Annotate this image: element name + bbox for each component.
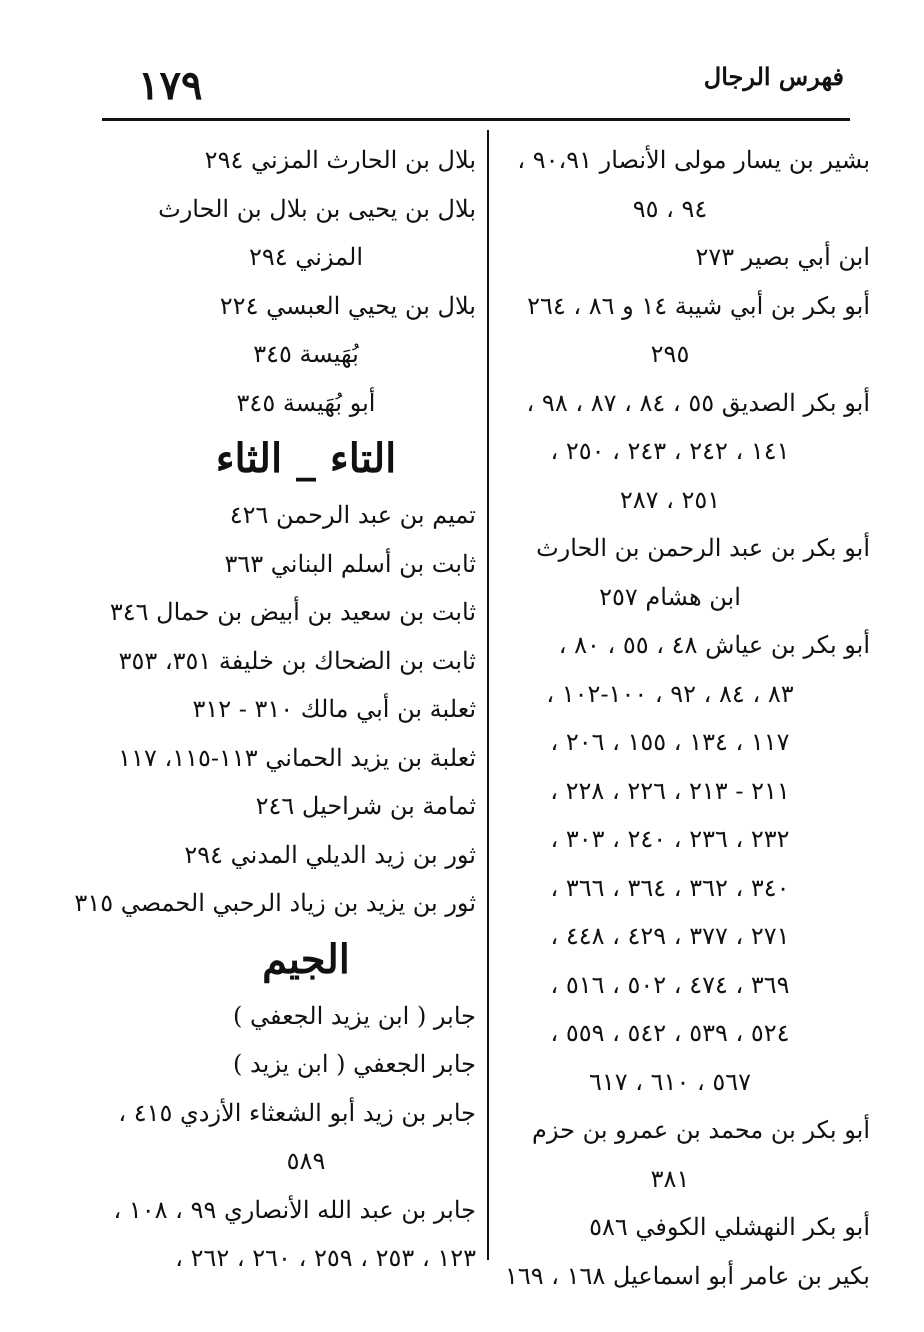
index-entry: بكير بن عامر أبو اسماعيل ١٦٨ ، ١٦٩ [504, 1261, 870, 1290]
index-entry: ٢٣٢ ، ٢٣٦ ، ٢٤٠ ، ٣٠٣ ، [550, 825, 790, 853]
page-number: ١٧٩ [138, 62, 203, 109]
index-entry: جابر الجعفي ( ابن يزيد ) [233, 1050, 476, 1078]
index-entry: ثعلبة بن أبي مالك ٣١٠ - ٣١٢ [192, 695, 476, 723]
index-entry: جابر بن عبد الله الأنصاري ٩٩ ، ١٠٨ ، [113, 1195, 476, 1224]
index-entry: ثابت بن الضحاك بن خليفة ٣٥١، ٣٥٣ [118, 646, 476, 675]
index-entry: جابر بن زيد أبو الشعثاء الأزدي ٤١٥ ، [118, 1098, 476, 1127]
index-entry: أبو بكر بن محمد بن عمرو بن حزم [532, 1116, 870, 1144]
index-entry: بُهَيسة ٣٤٥ [253, 340, 359, 368]
index-entry: ثمامة بن شراحيل ٢٤٦ [255, 792, 476, 820]
index-entry: ١٢٣ ، ٢٥٣ ، ٢٥٩ ، ٢٦٠ ، ٢٦٢ ، [175, 1244, 476, 1272]
index-entry: أبو بكر بن عياش ٤٨ ، ٥٥ ، ٨٠ ، [558, 631, 870, 659]
page-header-title: فهرس الرجال [703, 62, 844, 91]
index-entry: ٢٧١ ، ٣٧٧ ، ٤٢٩ ، ٤٤٨ ، [550, 922, 790, 950]
index-entry: ٥٨٩ [286, 1147, 326, 1175]
index-entry: بلال بن الحارث المزني ٢٩٤ [204, 146, 476, 174]
index-entry: ابن أبي بصير ٢٧٣ [695, 243, 870, 271]
section-heading: الجيم [262, 935, 350, 983]
index-entry: ١٤١ ، ٢٤٢ ، ٢٤٣ ، ٢٥٠ ، [550, 437, 790, 465]
index-entry: ثابت بن سعيد بن أبيض بن حمال ٣٤٦ [109, 598, 476, 626]
header-rule [102, 118, 850, 121]
index-entry: ٩٤ ، ٩٥ [632, 194, 708, 223]
index-entry: ثابت بن أسلم البناني ٣٦٣ [224, 549, 476, 578]
index-entry: تميم بن عبد الرحمن ٤٢٦ [229, 501, 476, 529]
index-entry: ٥٢٤ ، ٥٣٩ ، ٥٤٢ ، ٥٥٩ ، [550, 1019, 790, 1047]
index-entry: ٨٣ ، ٨٤ ، ٩٢ ، ١٠٠-١٠٢ ، [546, 679, 794, 708]
index-entry: ٢٥١ ، ٢٨٧ [619, 485, 721, 514]
index-entry: ٢٩٥ [650, 340, 690, 368]
index-entry: ثعلبة بن يزيد الحماني ١١٣-١١٥، ١١٧ [118, 743, 476, 772]
index-entry: ثور بن زيد الديلي المدني ٢٩٤ [184, 840, 476, 869]
index-entry: ابن هشام ٢٥٧ [599, 582, 741, 611]
index-entry: جابر ( ابن يزيد الجعفي ) [233, 1001, 476, 1030]
index-entry: أبو بُهَيسة ٣٤٥ [236, 388, 376, 417]
index-entry: ٣٤٠ ، ٣٦٢ ، ٣٦٤ ، ٣٦٦ ، [550, 873, 790, 902]
index-entry: أبو بكر بن عبد الرحمن بن الحارث [536, 534, 870, 562]
index-entry: ثور بن يزيد بن زياد الرحبي الحمصي ٣١٥ [74, 889, 476, 917]
index-entry: بلال بن يحيى بن بلال بن الحارث [158, 194, 476, 223]
index-entry: أبو بكر النهشلي الكوفي ٥٨٦ [589, 1213, 870, 1241]
index-column-left [74, 136, 476, 1283]
index-entry: ٣٦٩ ، ٤٧٤ ، ٥٠٢ ، ٥١٦ ، [550, 970, 790, 999]
index-entry: ٥٦٧ ، ٦١٠ ، ٦١٧ [588, 1067, 752, 1096]
index-entry: ٢١١ - ٢١٣ ، ٢٢٦ ، ٢٢٨ ، [550, 776, 790, 805]
index-entry: أبو بكر الصديق ٥٥ ، ٨٤ ، ٨٧ ، ٩٨ ، [526, 388, 870, 417]
section-heading: التاء _ الثاء [215, 435, 397, 482]
index-entry: ١١٧ ، ١٣٤ ، ١٥٥ ، ٢٠٦ ، [550, 728, 790, 756]
index-entry: بشير بن يسار مولى الأنصار ٩٠،٩١ ، [517, 146, 870, 174]
index-column-right [470, 136, 870, 1300]
index-entry: أبو بكر بن أبي شيبة ١٤ و ٨٦ ، ٢٦٤ [527, 291, 870, 320]
index-entry: بلال بن يحيي العبسي ٢٢٤ [219, 291, 476, 320]
index-entry: المزني ٢٩٤ [248, 243, 364, 271]
index-entry: ٣٨١ [650, 1164, 690, 1193]
